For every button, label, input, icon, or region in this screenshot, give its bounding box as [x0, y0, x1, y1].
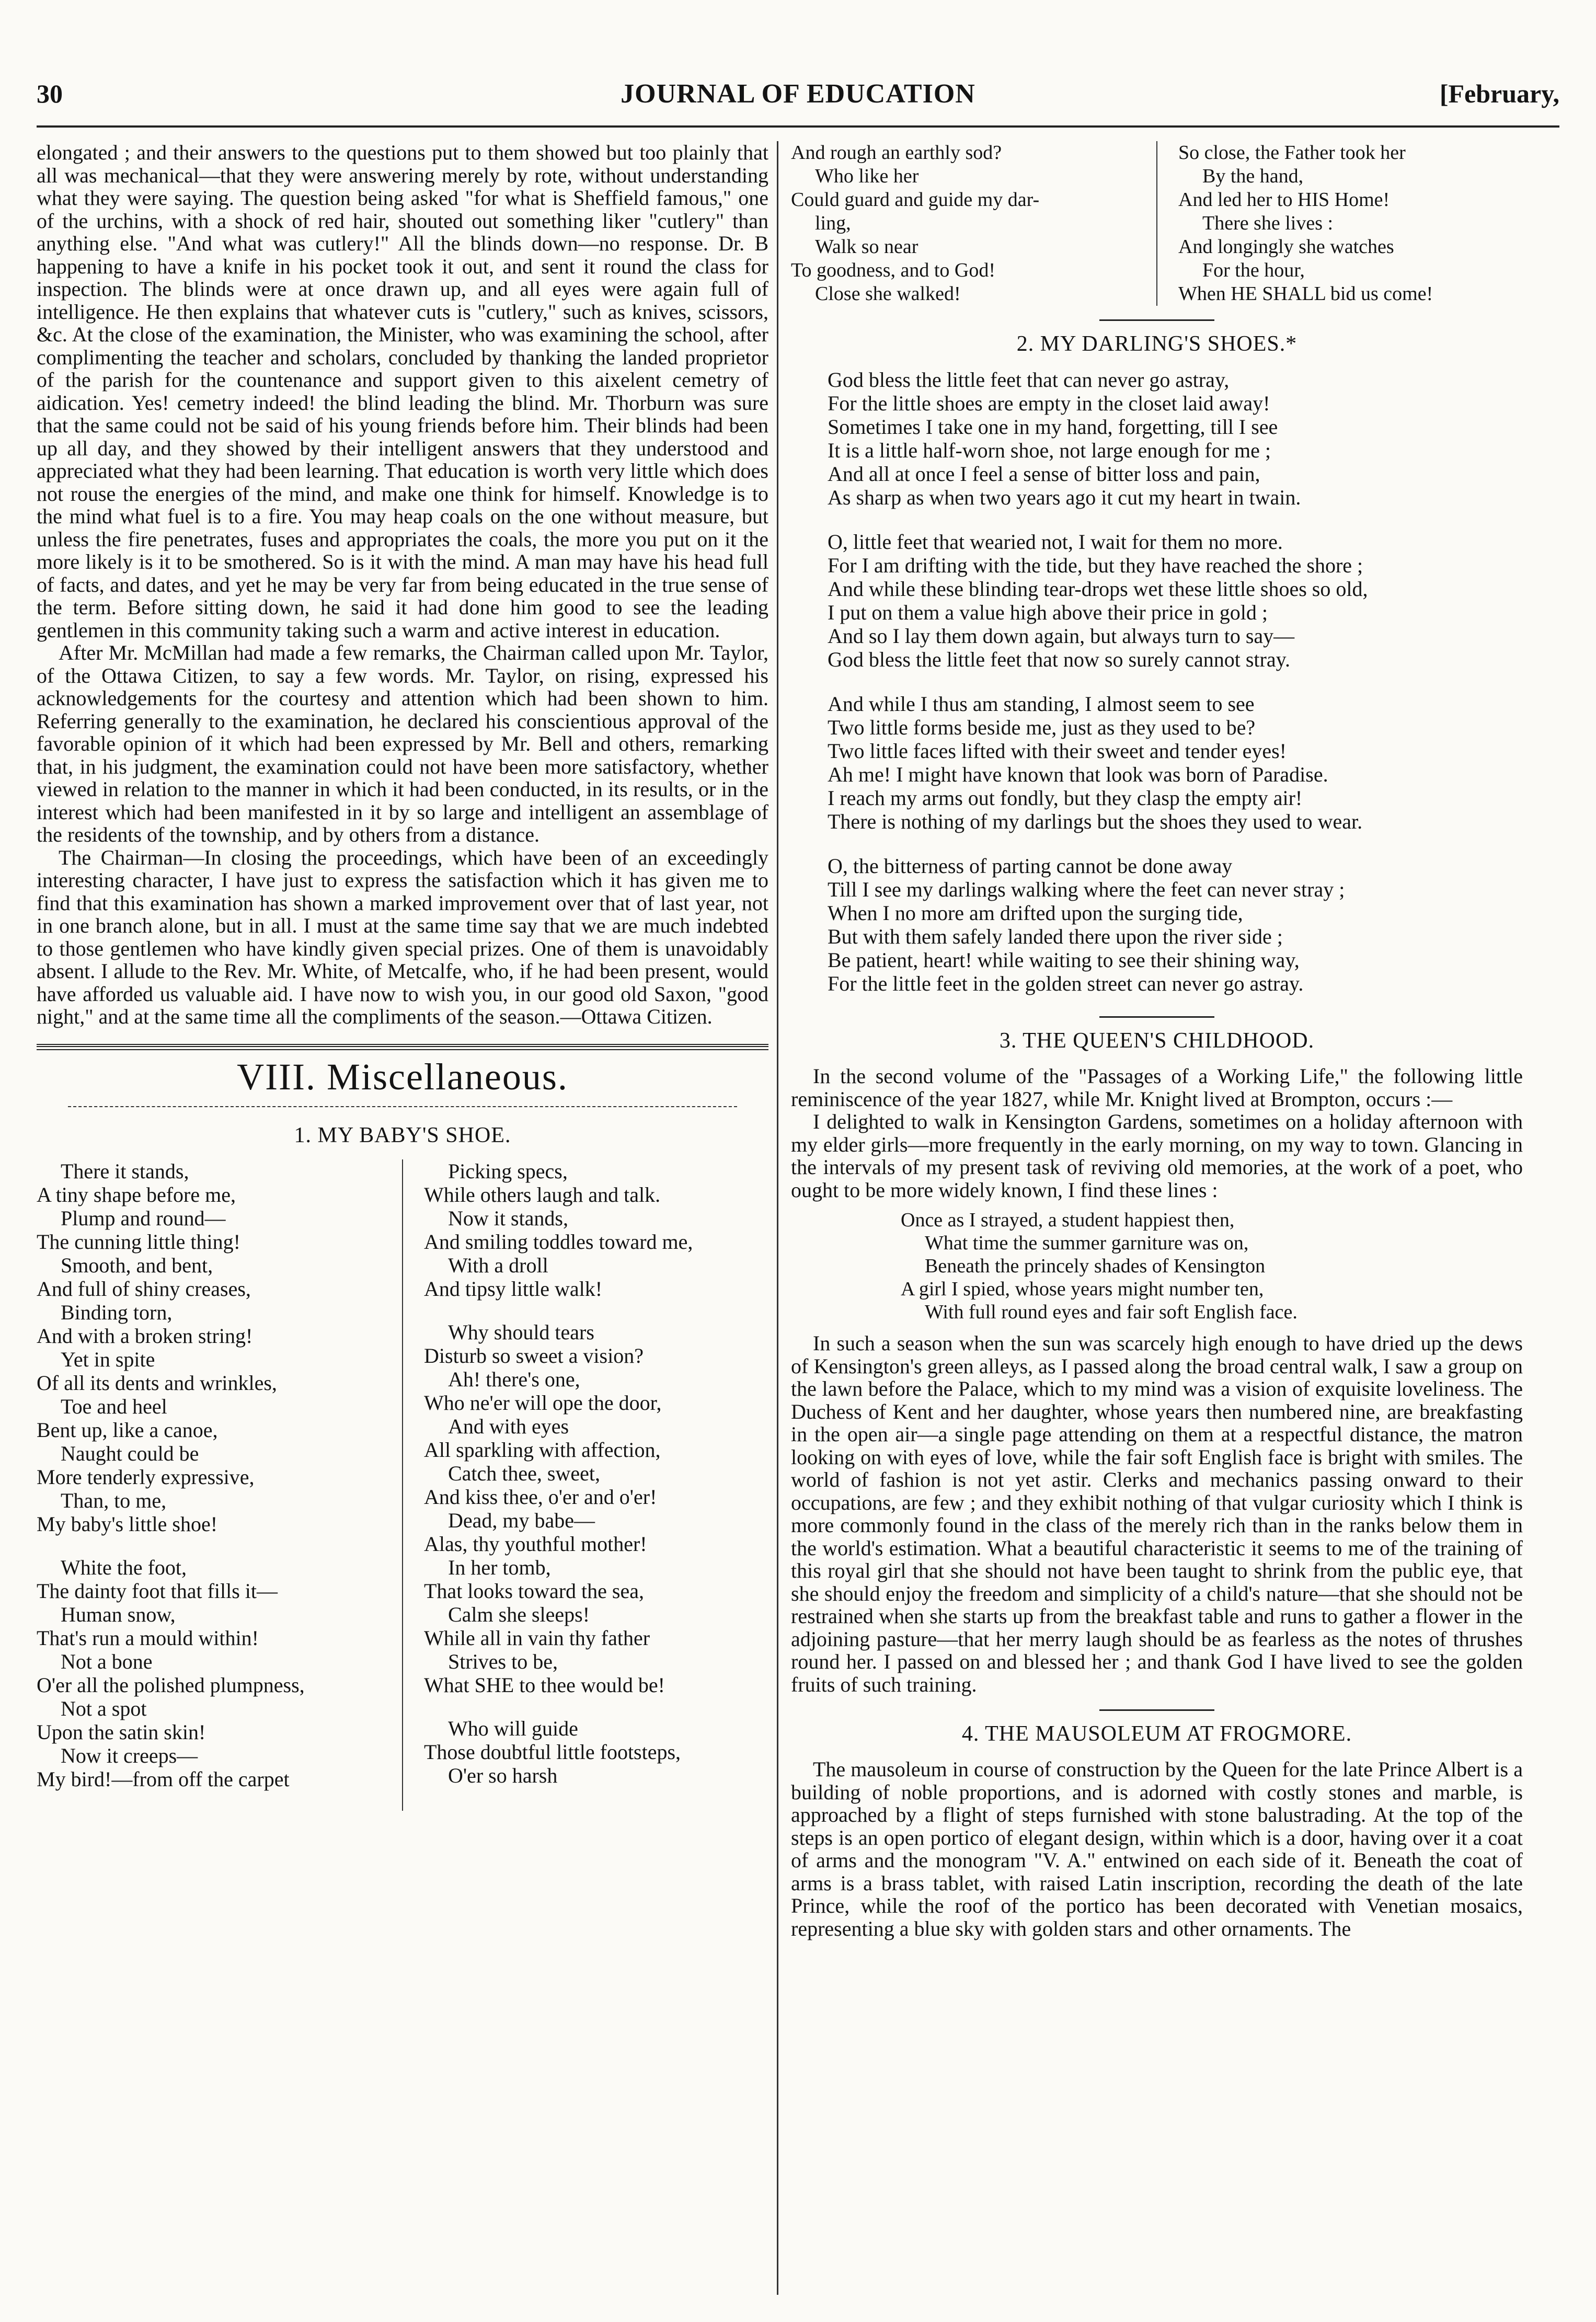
poem-line: Why should tears — [448, 1320, 594, 1344]
poem-line: In her tomb, — [448, 1555, 551, 1579]
poem-line: What SHE to thee would be! — [424, 1673, 665, 1697]
poem-line: What time the summer garniture was on, — [925, 1232, 1249, 1254]
section-heading: VIII. Miscellaneous. — [237, 1055, 568, 1098]
poem-line: Who like her — [815, 165, 919, 187]
poem-line: When HE SHALL bid us come! — [1178, 283, 1433, 305]
article-title: 4. THE MAUSOLEUM AT FROGMORE. — [961, 1722, 1352, 1746]
poem-line: And rough an earthly sod? — [791, 142, 1002, 164]
poem-line: O, the bitterness of parting cannot be done away — [828, 854, 1233, 878]
poem-line: And smiling toddles toward me, — [424, 1229, 693, 1254]
poem-line: Dead, my babe— — [448, 1508, 595, 1532]
poem-column-left — [791, 141, 1135, 306]
wavy-rule — [68, 1106, 737, 1112]
article-paragraph: In the second volume of the "Passages of a Working Life," the following little reminiscence of the year 1827, while Mr. Knight lived at Brompton, occurs :— — [791, 1064, 1523, 1111]
poem-line: Bent up, like a canoe, — [37, 1418, 218, 1442]
poem-line: Strives to be, — [448, 1649, 558, 1673]
poem-line: And longingly she watches — [1178, 236, 1394, 258]
poem-line: Who will guide — [448, 1716, 578, 1740]
poem-line: My baby's little shoe! — [37, 1512, 218, 1536]
poem-line: White the foot, — [61, 1555, 187, 1579]
quoted-verse — [791, 1209, 1523, 1324]
poem-line: Two little forms beside me, just as they used to be? — [828, 716, 1256, 739]
poem-line: There is nothing of my darlings but the shoes they used to wear. — [828, 810, 1363, 833]
poem-line: And kiss thee, o'er and o'er! — [424, 1485, 657, 1509]
poem-line: God bless the little feet that can never go astray, — [828, 368, 1230, 392]
poem-line: For the hour, — [1202, 259, 1305, 281]
left-column — [37, 141, 768, 1811]
poem-line: A tiny shape before me, — [37, 1182, 236, 1206]
poem-line: I put on them a value high above their price in gold ; — [828, 601, 1268, 624]
poem-line: Plump and round— — [61, 1206, 226, 1230]
poem-column-right — [1156, 141, 1523, 306]
poem-line: With a droll — [448, 1253, 548, 1277]
poem-stanza — [828, 368, 1523, 509]
column-divider — [777, 141, 778, 2295]
poem-line: And while I thus am standing, I almost seem to see — [828, 692, 1255, 716]
poem-stanza — [424, 1159, 768, 1301]
poem-stanza — [424, 1717, 768, 1787]
poem-line: Close she walked! — [815, 283, 961, 305]
poem-line: And full of shiny creases, — [37, 1277, 251, 1301]
section-rule — [1099, 1709, 1214, 1711]
poem-line: Not a spot — [61, 1696, 147, 1720]
article-paragraph: The mausoleum in course of construction by the Queen for the late Prince Albert is a building of noble proportions, and is adorned with costly stones and marble, is approached by a flight of steps furnished with stone balustrading. At the top of the steps is an open portico of elegant design, within which is a door, having over it a coat of arms and the monogram "V. A." entwined on each side of it. Beneath the coat of arms is a brass tablet, with raised Latin inscription, recording the death of the late Prince, while the roof of the portico has been decorated with Venetian mosaics, representing a blue sky with golden stars and other ornaments. The — [791, 1757, 1523, 1940]
poem-line: That looks toward the sea, — [424, 1579, 644, 1603]
poem-line: But with them safely landed there upon the river side ; — [828, 925, 1283, 948]
poem-stanza — [828, 692, 1523, 833]
poem-line: Beneath the princely shades of Kensington — [925, 1255, 1266, 1277]
poem-line: Be patient, heart! while waiting to see their shining way, — [828, 948, 1300, 972]
poem-line: Human snow, — [61, 1602, 176, 1626]
poem-line: O, little feet that wearied not, I wait for them no more. — [828, 530, 1283, 554]
poem-line: There she lives : — [1202, 212, 1334, 234]
page-number: 30 — [37, 79, 63, 108]
poem-line: God bless the little feet that now so surely cannot stray. — [828, 648, 1290, 671]
poem-line: For the little feet in the golden street can never go astray. — [828, 972, 1304, 995]
poem-line: Yet in spite — [61, 1347, 155, 1371]
section-rule — [1099, 1016, 1214, 1018]
poem-line: Of all its dents and wrinkles, — [37, 1371, 277, 1395]
section-rule — [1099, 319, 1214, 321]
poem-line: The cunning little thing! — [37, 1229, 240, 1254]
poem-line: And led her to HIS Home! — [1178, 189, 1390, 211]
poem-line: Once as I strayed, a student happiest then, — [901, 1209, 1235, 1231]
poem-line: And with a broken string! — [37, 1324, 253, 1348]
poem-line: Walk so near — [815, 236, 918, 258]
poem-line: There it stands, — [61, 1159, 189, 1183]
poem-line: Ah! there's one, — [448, 1367, 580, 1391]
poem-line: It is a little half-worn shoe, not large enough for me ; — [828, 439, 1271, 462]
poem-line: Catch thee, sweet, — [448, 1461, 600, 1485]
miscellaneous-section — [37, 1044, 768, 1811]
article-paragraph: I delighted to walk in Kensington Gardens, sometimes on a holiday afternoon with my elder girls—more frequently in the early morning, on my way to town. Glancing in the intervals of my present task of reviving old memories, at the work of a poet, who ought to be more widely known, I find these lines : — [791, 1110, 1523, 1202]
article-paragraph: The Chairman—In closing the proceedings, which have been of an exceedingly interesting character, I have just to express the satisfaction which it has given me to find that this examination has shown a marked improvement over that of last year, not in one branch alone, but in all. I must at the same time say that we are much indebted to those gentlemen who have kindly given special prizes. One of them is unavoidably absent. I allude to the Rev. Mr. White, of Metcalfe, who, if he had been present, would have afforded us valuable aid. I have now to wish you, in our good old Saxon, "good night," and at the same time all the compliments of the season.—Ottawa Citizen. — [37, 845, 768, 1028]
poem-line: O'er all the polished plumpness, — [37, 1673, 305, 1697]
poem-line: Smooth, and bent, — [61, 1253, 213, 1277]
poem-line: And tipsy little walk! — [424, 1277, 603, 1301]
poem-column-right — [402, 1159, 768, 1811]
article-paragraph: After Mr. McMillan had made a few remarks, the Chairman called upon Mr. Taylor, of the Ottawa Citizen, to say a few words. Mr. Taylor, on rising, expressed his acknowledgements for the courtesy and attention which had been shown to him. Referring generally to the examination, he declared his conscientious approval of the favorable opinion of it which had been expressed by Mr. Bell and others, remarking that, in his judgment, the examination could not have been more satisfactory, whether viewed in relation to the manner in which it had been conducted, in its results, or in the interest which had been manifested in it by so large and intelligent an assemblage of the residents of the township, and by others from a distance. — [37, 641, 768, 846]
poem-line: And while these blinding tear-drops wet these little shoes so old, — [828, 577, 1368, 601]
poem-line: Binding torn, — [61, 1300, 173, 1324]
poem-line: To goodness, and to God! — [791, 259, 996, 281]
poem-line: Disturb so sweet a vision? — [424, 1343, 644, 1367]
poem-line: My bird!—from off the carpet — [37, 1767, 290, 1791]
poem-line: For I am drifting with the tide, but they have reached the shore ; — [828, 554, 1363, 577]
poem-line: That's run a mould within! — [37, 1626, 259, 1650]
poem-line: Not a bone — [61, 1649, 153, 1673]
poem-line: So close, the Father took her — [1178, 142, 1406, 164]
poem-line: Than, to me, — [61, 1488, 167, 1512]
poem-line: Sometimes I take one in my hand, forgetting, till I see — [828, 415, 1278, 439]
article-title: 3. THE QUEEN'S CHILDHOOD. — [999, 1029, 1315, 1053]
poem-column-left — [37, 1159, 381, 1811]
poem-line: Upon the satin skin! — [37, 1720, 206, 1744]
poem-line: Naught could be — [61, 1441, 199, 1465]
poem-line: All sparkling with affection, — [424, 1438, 661, 1462]
header-rule — [37, 125, 1559, 128]
poem-line: I reach my arms out fondly, but they clasp the empty air! — [828, 786, 1303, 810]
poem-line: Toe and heel — [61, 1394, 167, 1418]
poem-line: Those doubtful little footsteps, — [424, 1740, 681, 1764]
poem-line: Two little faces lifted with their sweet and tender eyes! — [828, 739, 1287, 763]
poem-continuation — [791, 141, 1523, 306]
poem-line: O'er so harsh — [448, 1763, 558, 1787]
issue-month: [February, — [1439, 79, 1559, 108]
section-rule — [37, 1044, 768, 1050]
poem-line: The dainty foot that fills it— — [37, 1579, 278, 1603]
poem-line: While others laugh and talk. — [424, 1182, 661, 1206]
poem-line: Now it creeps— — [61, 1743, 198, 1767]
poem-title: 1. MY BABY'S SHOE. — [294, 1123, 511, 1147]
poem-line: And all at once I feel a sense of bitter loss and pain, — [828, 462, 1260, 486]
poem-line: When I no more am drifted upon the surging tide, — [828, 901, 1243, 925]
article-paragraph: elongated ; and their answers to the questions put to them showed but too plainly that all was mechanical—that they were answering merely by rote, without understanding what they were saying. The question being asked "for what is Sheffield famous," one of the urchins, with a shock of red hair, shouted out something liker "cutlery" than anything else. "And what was cutlery!" All the blinds down—no response. Dr. B happening to have a knife in his pocket took it out, and sent it round the class for inspection. The blinds were at once drawn up, and all eyes were again full of intelligence. He then explains that whatever cuts is "cutlery," such as knives, scissors, &c. At the close of the examination, the Minister, who was examining the school, after complimenting the teacher and scholars, concluded by thanking the landed proprietor of the parish for the countenance and support given to this aixelent cemetry of aidication. Yes! cemetry indeed! the blind leading the blind. Mr. Thorburn was sure that the same could not be said of his young friends before him. Their blinds had been up all day, and they showed by their intelligent answers that they understood and appreciated what they had been learning. That education is worth very little which does not rouse the energies of the mind, and make one think for himself. Knowledge is to the mind what fuel is to a fire. You may heap coals on the one without measure, but unless the fire penetrates, fuses and appropriates the coals, the more you put on it the more likely is it to be smothered. So is it with the mind. A man may have his head full of facts, and dates, and yet he may be very far from being educated in the true sense of the term. Before sitting down, he said it had done him good to see the leading gentlemen in this community taking such a warm and active interest in education. — [37, 141, 768, 642]
poem-line: Calm she sleeps! — [448, 1602, 590, 1626]
poem-line: Who ne'er will ope the door, — [424, 1390, 662, 1415]
right-column — [791, 141, 1523, 1940]
poem-line: Picking specs, — [448, 1159, 568, 1183]
article-paragraph: In such a season when the sun was scarcely high enough to have dried up the dews of Kensington's green alleys, as I passed along the broad central walk, I saw a group on the lawn before the Palace, which to my mind was a vision of exquisite loveliness. The Duchess of Kent and her daughter, whose years then numbered nine, are breakfasting in the open air—a single page attending on them at a respectful distance, the matron looking on with eyes of love, while the fair soft English face is bright with smiles. The world of fashion is not yet astir. Clerks and mechanics passing onward to their occupations, are few ; and they exhibit nothing of that vulgar curiosity which I think is more commonly found in the class of the merely rich than in the ranks below them in the world's estimation. What a beautiful characteristic it seems to me of the training of this royal girl that she should not have been taught to shrink from the public eye, that she should enjoy the freedom and simplicity of a child's nature—that she should not be restrained when she starts up from the breakfast table and runs to gather a flower in the adjoining pasture—that her merry laugh should be as fearless as the notes of thrushes round her. I passed on and blessed her ; and thank God I have lived to see the golden fruits of such training. — [791, 1331, 1523, 1696]
poem-line: A girl I spied, whose years might number ten, — [901, 1278, 1264, 1300]
poem-line: With full round eyes and fair soft English face. — [925, 1301, 1298, 1323]
poem-line: While all in vain thy father — [424, 1626, 650, 1650]
poem-line: For the little shoes are empty in the closet laid away! — [828, 392, 1270, 415]
poem-line: Alas, thy youthful mother! — [424, 1532, 647, 1556]
poem-line: More tenderly expressive, — [37, 1465, 255, 1489]
poem-stanza — [828, 854, 1523, 995]
poem-line: By the hand, — [1202, 165, 1304, 187]
poem-stanza — [37, 1556, 381, 1791]
baby-shoe-poem — [37, 1159, 768, 1811]
poem-line: And with eyes — [448, 1414, 569, 1438]
poem-line: And so I lay them down again, but always turn to say— — [828, 624, 1295, 648]
poem-line: Could guard and guide my dar- — [791, 189, 1040, 211]
poem-title: 2. MY DARLING'S SHOES.* — [1016, 332, 1298, 356]
darling-shoes-poem — [791, 368, 1523, 995]
poem-line: Now it stands, — [448, 1206, 568, 1230]
journal-title: JOURNAL OF EDUCATION — [621, 79, 975, 109]
poem-line: Ah me! I might have known that look was born of Paradise. — [828, 763, 1328, 786]
poem-line: ling, — [815, 212, 851, 234]
poem-line: As sharp as when two years ago it cut my heart in twain. — [828, 486, 1301, 509]
page-header — [37, 78, 1559, 115]
poem-stanza — [828, 530, 1523, 671]
poem-line: Till I see my darlings walking where the feet can never stray ; — [828, 878, 1345, 901]
poem-stanza — [424, 1320, 768, 1697]
poem-stanza — [37, 1159, 381, 1536]
